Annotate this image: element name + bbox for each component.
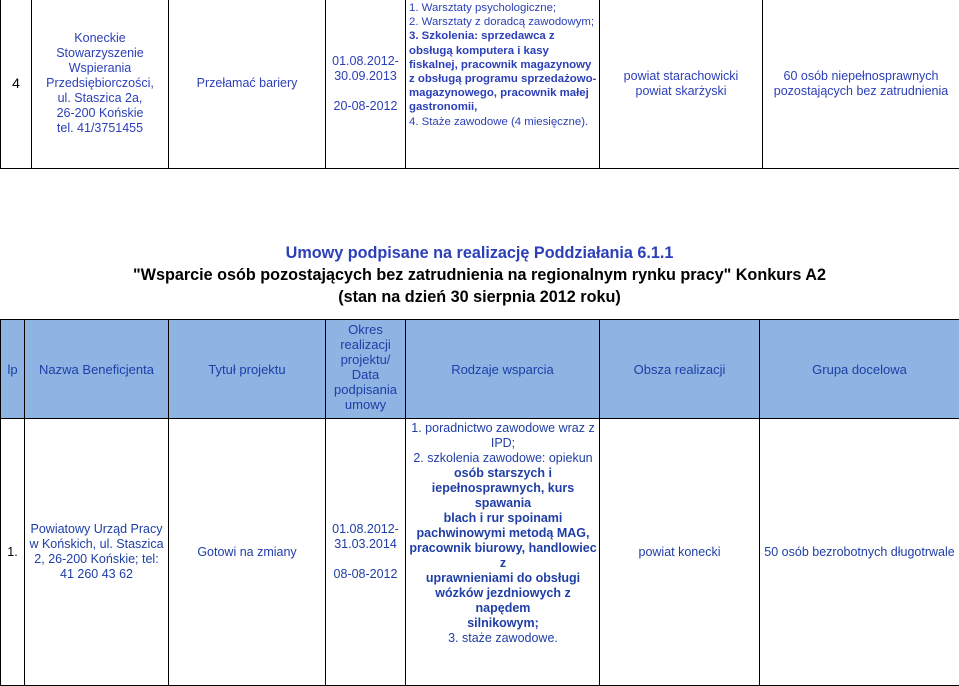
area-cell (600, 0, 763, 169)
support-line: uprawnieniami do obsługi (409, 571, 597, 586)
support-line: magazynowego, pracownik małej (409, 86, 597, 100)
support-line: blach i rur spoinami (409, 511, 597, 526)
beneficiary-line: w Końskich, ul. Staszica (25, 537, 168, 552)
support-list (409, 421, 597, 646)
support-line: iepełnosprawnych, kurs spawania (409, 481, 597, 511)
support-line: gastronomii, (409, 100, 597, 114)
heading-line-3: (stan na dzień 30 sierpnia 2012 roku) (0, 286, 959, 308)
period-line: 01.08.2012- (326, 522, 405, 537)
contracts-table (0, 319, 959, 686)
table-row (1, 419, 959, 686)
period-header-line: umowy (326, 397, 405, 412)
beneficiary-line: Powiatowy Urząd Pracy (25, 522, 168, 537)
support-line: 4. Staże zawodowe (4 miesięczne). (409, 115, 597, 129)
support-line: IPD; (409, 436, 597, 451)
beneficiary-line: Przedsiębiorczości, (32, 76, 168, 91)
support-line: 2. Warsztaty z doradcą zawodowym; (409, 15, 597, 29)
top-continuation-table (0, 0, 959, 169)
area-line: powiat starachowicki (600, 69, 762, 84)
period-header-line: podpisania (326, 382, 405, 397)
beneficiary-line: 26-200 Końskie (32, 106, 168, 121)
support-list (406, 0, 599, 129)
row-lp: 1. (1, 419, 25, 686)
beneficiary-line: Koneckie (32, 31, 168, 46)
signing-date: 08-08-2012 (326, 567, 405, 582)
period-header-line: projektu/ (326, 352, 405, 367)
section-heading (0, 242, 959, 308)
support-line: obsługą komputera i kasy (409, 44, 597, 58)
beneficiary-cell (25, 419, 169, 686)
period-line: 01.08.2012- (326, 54, 405, 69)
support-line: 1. Warsztaty psychologiczne; (409, 1, 597, 15)
support-line: osób starszych i (409, 466, 597, 481)
col-header-period (326, 320, 406, 419)
period-line: 31.03.2014 (326, 537, 405, 552)
beneficiary-line: Stowarzyszenie (32, 46, 168, 61)
col-header-area: Obsza realizacji (600, 320, 760, 419)
target-line: pozostających bez zatrudnienia (763, 84, 959, 99)
beneficiary-line: 41 260 43 62 (25, 567, 168, 582)
beneficiary-line: 2, 26-200 Końskie; tel: (25, 552, 168, 567)
period-header-line: Okres (326, 322, 405, 337)
support-line: 3. Szkolenia: sprzedawca z (409, 29, 597, 43)
support-line: fiskalnej, pracownik magazynowy (409, 58, 597, 72)
target-cell (763, 0, 959, 169)
heading-line-1: Umowy podpisane na realizację Poddziałania 6.1.1 (0, 242, 959, 264)
project-title: Przełamać bariery (169, 0, 326, 169)
support-line: 3. staże zawodowe. (409, 631, 597, 646)
target-cell: 50 osób bezrobotnych długotrwale (760, 419, 959, 686)
period-cell (326, 0, 406, 169)
support-line: pachwinowymi metodą MAG, (409, 526, 597, 541)
col-header-beneficiary: Nazwa Beneficjenta (25, 320, 169, 419)
period-cell (326, 419, 406, 686)
col-header-lp: lp (1, 320, 25, 419)
beneficiary-line: tel. 41/3751455 (32, 121, 168, 136)
period-header-line: Data (326, 367, 405, 382)
signing-date: 20-08-2012 (326, 99, 405, 114)
support-line: wózków jezdniowych z napędem (409, 586, 597, 616)
col-header-title: Tytuł projektu (169, 320, 326, 419)
heading-line-2: "Wsparcie osób pozostających bez zatrudnienia na regionalnym rynku pracy" Konkurs A2 (0, 264, 959, 286)
support-line: silnikowym; (409, 616, 597, 631)
area-line: powiat skarżyski (600, 84, 762, 99)
support-line: pracownik biurowy, handlowiec z (409, 541, 597, 571)
support-line: 2. szkolenia zawodowe: opiekun (409, 451, 597, 466)
col-header-support: Rodzaje wsparcia (406, 320, 600, 419)
period-line: 30.09.2013 (326, 69, 405, 84)
period-header-line: realizacji (326, 337, 405, 352)
project-title: Gotowi na zmiany (169, 419, 326, 686)
support-line: z obsługą programu sprzedażowo- (409, 72, 597, 86)
support-cell (406, 419, 600, 686)
beneficiary-line: ul. Staszica 2a, (32, 91, 168, 106)
target-line: 60 osób niepełnosprawnych (763, 69, 959, 84)
support-cell (406, 0, 600, 169)
support-line: 1. poradnictwo zawodowe wraz z (409, 421, 597, 436)
col-header-target: Grupa docelowa (760, 320, 959, 419)
row-lp: 4 (1, 0, 32, 169)
beneficiary-line: Wspierania (32, 61, 168, 76)
area-cell: powiat konecki (600, 419, 760, 686)
beneficiary-cell (32, 0, 169, 169)
